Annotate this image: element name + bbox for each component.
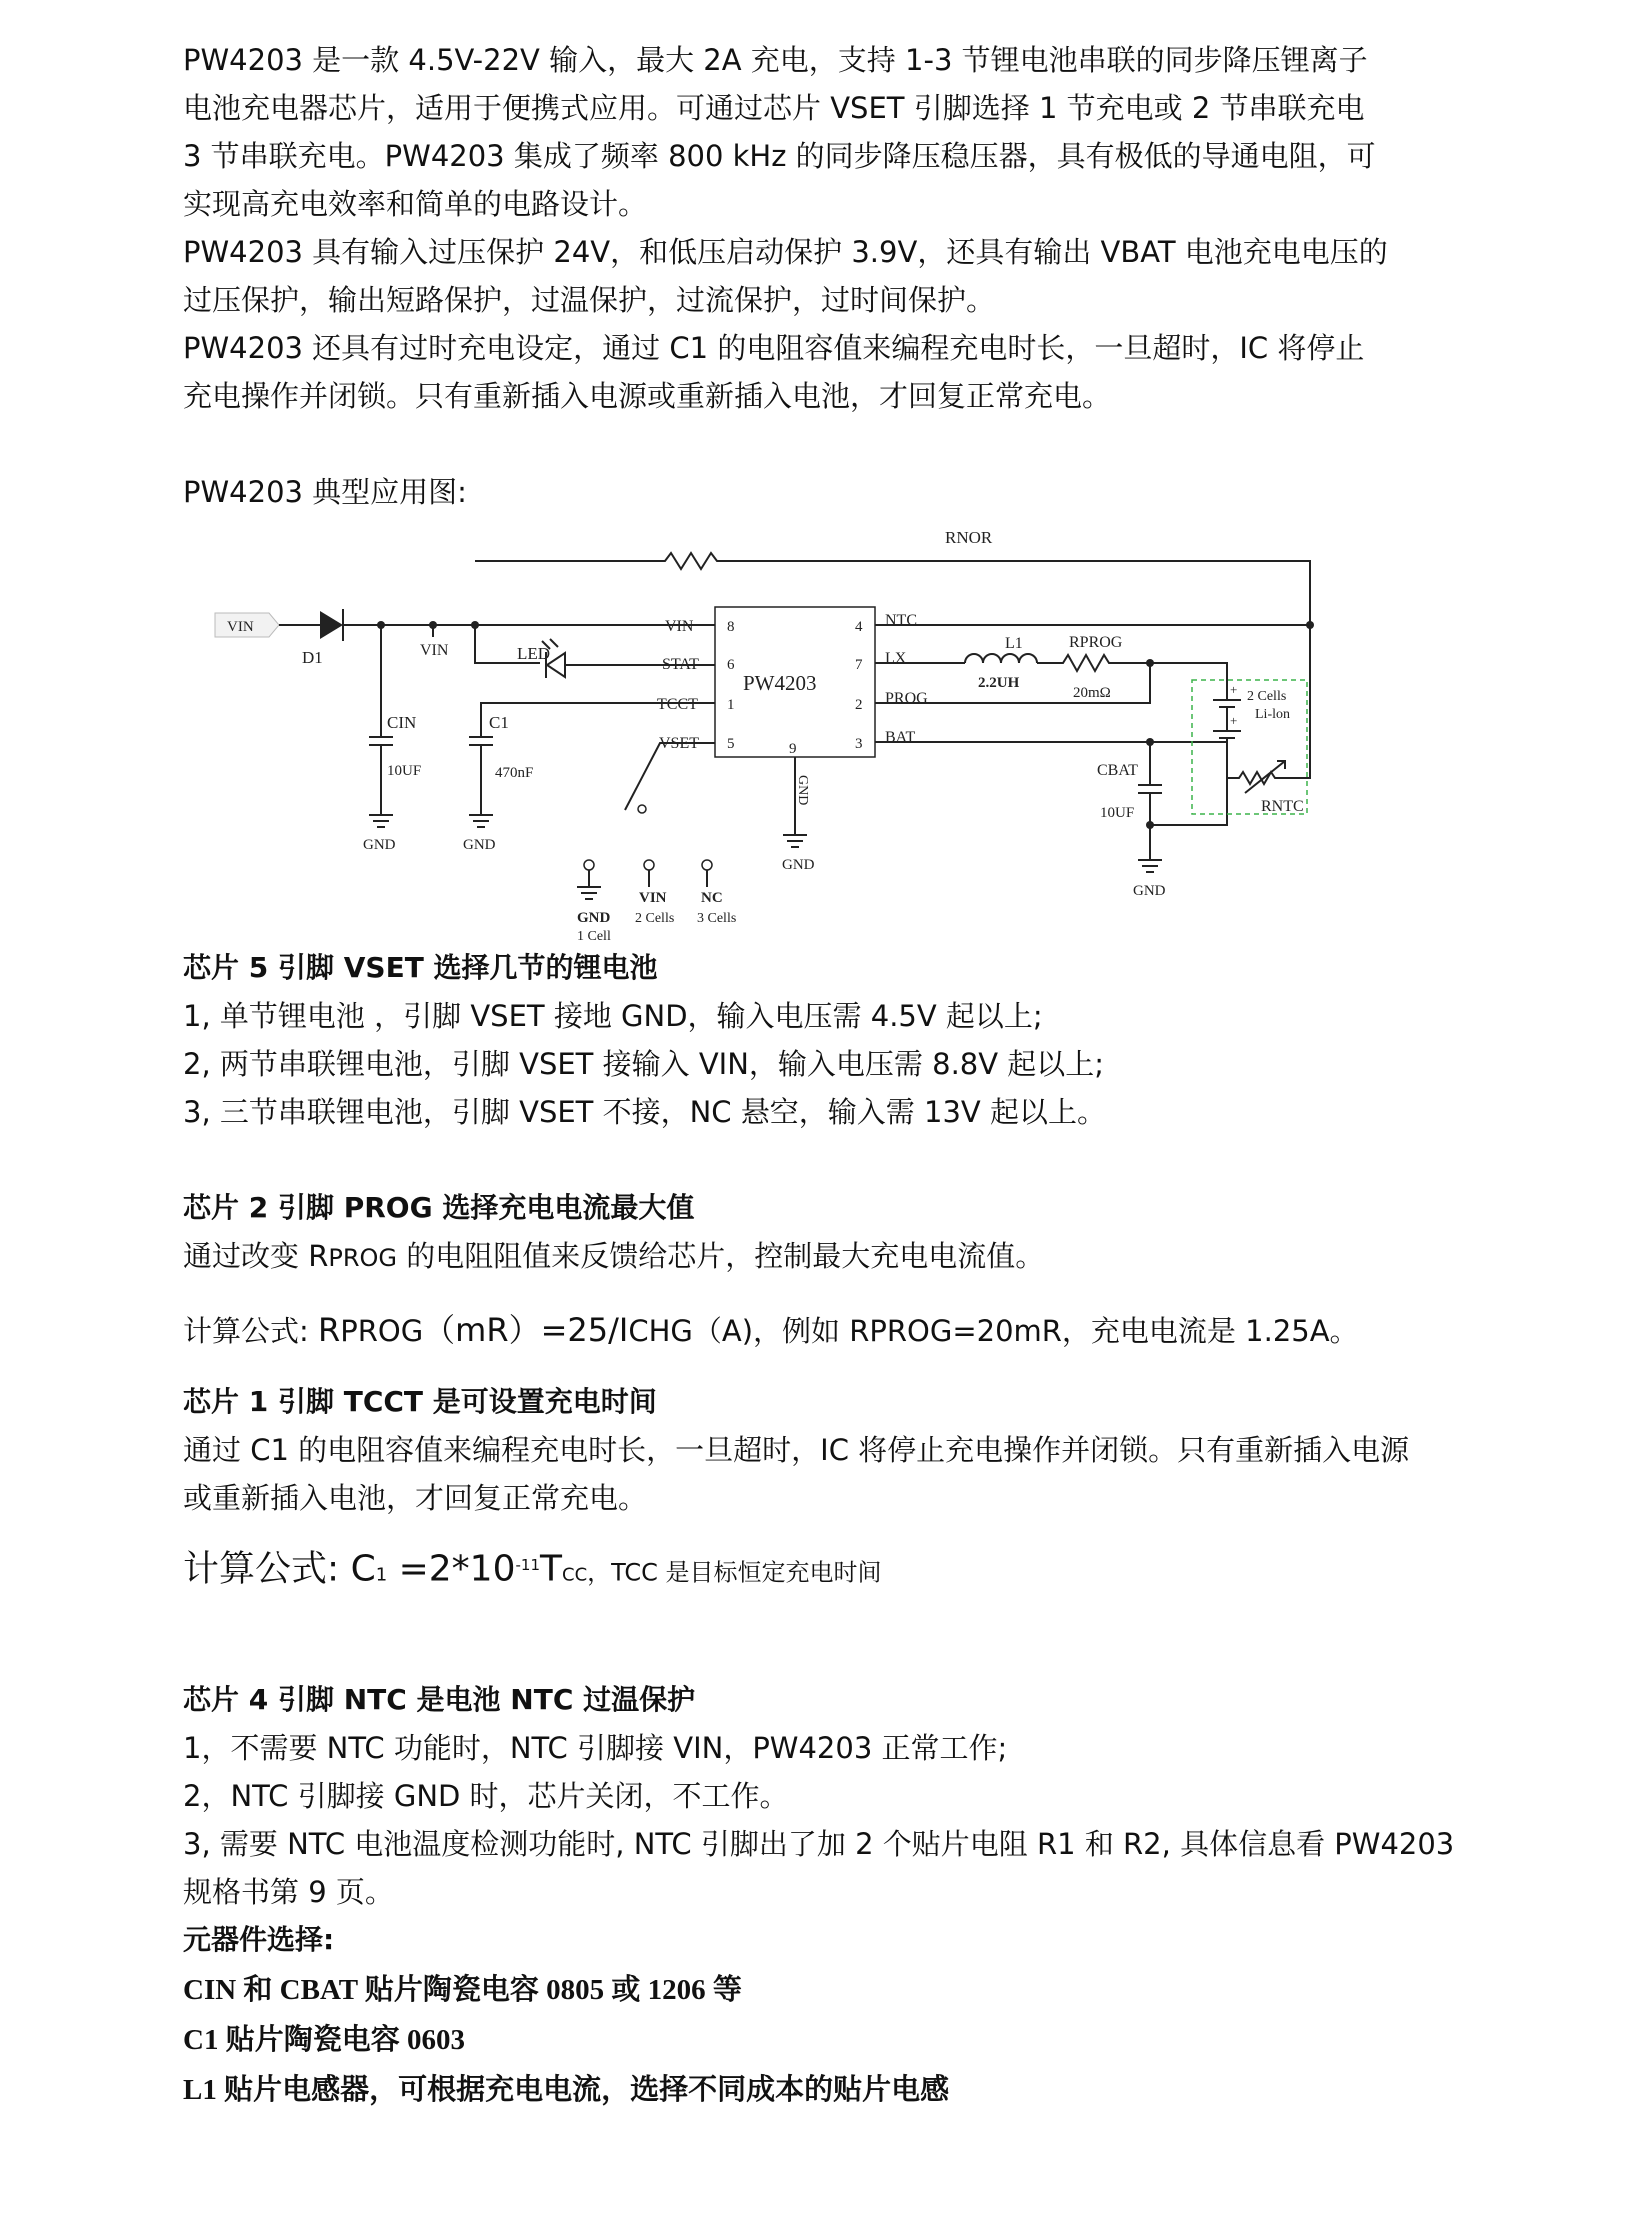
junction [1146, 821, 1154, 829]
inductor-l1 [965, 654, 1037, 663]
tcct-formula [183, 1542, 882, 1599]
led-label: LED [517, 644, 551, 663]
figure-caption: PW4203 典型应用图: [183, 475, 467, 509]
pin-number: 5 [727, 736, 735, 752]
rntc-label: RNTC [1261, 798, 1304, 815]
prog-formula [183, 1310, 1359, 1351]
formula-text: （mR）=25/I [423, 1311, 629, 1349]
formula-subscript: 1 [375, 1564, 388, 1586]
gnd-symbol [469, 815, 493, 827]
pin-bat: BAT [885, 729, 916, 746]
cin-value: 10UF [387, 763, 422, 779]
l1-label: L1 [1005, 635, 1023, 652]
pin-number: 7 [855, 657, 863, 673]
gnd-label: GND [1133, 883, 1166, 899]
gnd-label: GND [363, 837, 396, 853]
rprog-resistor [1037, 655, 1227, 693]
intro-line: PW4203 还具有过时充电设定，通过 C1 的电阻容值来编程充电时长，一旦超时，IC 将停止 [183, 331, 1365, 365]
formula-text: （A)，例如 RPROG=20mR，充电电流是 1.25A。 [692, 1314, 1359, 1348]
cbat-capacitor [1138, 742, 1162, 860]
formula-label: 计算公式: C [183, 1548, 376, 1590]
c1-label: C1 [489, 713, 509, 732]
intro-line: PW4203 是一款 4.5V-22V 输入，最大 2A 充电，支持 1-3 节锂电池串联的同步降压锂离子 [183, 43, 1368, 77]
components-title: 元器件选择: [183, 1923, 335, 1956]
cells-label: 2 Cells [1247, 689, 1287, 704]
rprog-label: RPROG [1069, 634, 1123, 651]
sel-vin-sub: 2 Cells [635, 911, 675, 926]
pin-number: 4 [855, 619, 863, 635]
text-segment: 通过改变 R [183, 1239, 329, 1273]
pin-number: 8 [727, 619, 735, 635]
list-item: 1，不需要 NTC 功能时，NTC 引脚接 VIN，PW4203 正常工作; [183, 1731, 1008, 1765]
switch-pivot [638, 805, 646, 813]
section-title-ntc: 芯片 4 引脚 NTC 是电池 NTC 过温保护 [183, 1683, 696, 1716]
sel-nc-sub: 3 Cells [697, 911, 737, 926]
subscript: PROG [328, 1244, 398, 1272]
pin-vset: VSET [659, 735, 699, 752]
intro-line: 过压保护，输出短路保护，过温保护，过流保护，过时间保护。 [183, 283, 996, 317]
switch-contact [584, 860, 594, 870]
formula-subscript: PROG [340, 1314, 424, 1348]
vset-wire [625, 743, 715, 810]
gnd-symbol [1138, 860, 1162, 872]
list-item: 规格书第 9 页。 [183, 1875, 394, 1909]
intro-line: PW4203 具有输入过压保护 24V，和低压启动保护 3.9V，还具有输出 VBAT 电池充电电压的 [183, 235, 1388, 269]
application-schematic [205, 525, 1355, 945]
diode-d1 [320, 611, 343, 639]
list-item: 1, 单节锂电池 ，引脚 VSET 接地 GND，输入电压需 4.5V 起以上; [183, 999, 1043, 1033]
formula-symbol: T [540, 1548, 562, 1590]
prog-description [183, 1236, 1044, 1278]
component-line: C1 贴片陶瓷电容 0603 [183, 2024, 465, 2056]
junction [1146, 659, 1154, 667]
sel-gnd-sub: 1 Cell [577, 929, 611, 944]
intro-line: 实现高充电效率和简单的电路设计。 [183, 187, 648, 221]
pin-prog: PROG [885, 690, 928, 707]
gnd-label: GND [463, 837, 496, 853]
l1-value: 2.2UH [978, 675, 1020, 691]
formula-text: =2*10 [387, 1548, 516, 1590]
intro-line: 3 节串联充电。PW4203 集成了频率 800 kHz 的同步降压稳压器，具有极低的导通电阻，可 [183, 139, 1376, 173]
intro-line: 电池充电器芯片，适用于便携式应用。可通过芯片 VSET 引脚选择 1 节充电或 2 节串联充电 [183, 91, 1365, 125]
section-title-vset: 芯片 5 引脚 VSET 选择几节的锂电池 [183, 951, 658, 984]
vin-input-label: VIN [227, 619, 254, 635]
text-segment: 的电阻阻值来反馈给芯片，控制最大充电电流值。 [397, 1239, 1045, 1273]
rprog-value: 20mΩ [1073, 685, 1111, 701]
battery-plus: + [1230, 682, 1238, 697]
pin-lx: LX [885, 650, 907, 667]
pin-ntc: NTC [885, 612, 917, 629]
formula-subscript: CC [562, 1564, 588, 1586]
wire [1150, 741, 1227, 825]
chip-label: PW4203 [743, 671, 817, 695]
intro-line: 充电操作并闭锁。只有重新插入电源或重新插入电池，才回复正常充电。 [183, 379, 1112, 413]
gnd-label: GND [782, 857, 815, 873]
list-item: 3, 三节串联锂电池，引脚 VSET 不接，NC 悬空，输入需 13V 起以上。 [183, 1095, 1106, 1129]
formula-label: 计算公式: [183, 1314, 318, 1348]
pin-number: 1 [727, 697, 735, 713]
vin-node-label: VIN [420, 642, 449, 659]
pin-number: 6 [727, 657, 735, 673]
pin-number: 9 [789, 741, 797, 757]
sel-gnd-label: GND [577, 910, 611, 926]
formula-symbol: R [318, 1311, 341, 1349]
component-line: CIN 和 CBAT 贴片陶瓷电容 0805 或 1206 等 [183, 1974, 742, 2006]
component-line: L1 贴片电感器，可根据充电电流，选择不同成本的贴片电感 [183, 2074, 950, 2106]
switch-contact [644, 860, 654, 870]
pin-stat: STAT [662, 656, 699, 673]
list-item: 2，NTC 引脚接 GND 时，芯片关闭，不工作。 [183, 1779, 789, 1813]
cin-label: CIN [387, 713, 417, 732]
wire [649, 870, 707, 887]
pin-tcct: TCCT [657, 696, 698, 713]
list-item: 3, 需要 NTC 电池温度检测功能时, NTC 引脚出了加 2 个贴片电阻 R1 和 R2, 具体信息看 PW4203 [183, 1827, 1455, 1861]
tcct-description: 或重新插入电池，才回复正常充电。 [183, 1481, 648, 1515]
tcct-description: 通过 C1 的电阻容值来编程充电时长，一旦超时，IC 将停止充电操作并闭锁。只有重新插入电源 [183, 1433, 1410, 1467]
pin-vin: VIN [665, 618, 694, 635]
section-title-prog: 芯片 2 引脚 PROG 选择充电电流最大值 [183, 1191, 695, 1224]
pin-number: 2 [855, 697, 863, 713]
gnd-symbol [369, 815, 393, 827]
formula-subscript: CHG [628, 1314, 693, 1348]
sel-vin-label: VIN [639, 890, 667, 906]
c1-value: 470nF [495, 765, 534, 781]
sel-nc-label: NC [701, 890, 723, 906]
chip-gnd-label: GND [795, 775, 810, 806]
section-title-tcct: 芯片 1 引脚 TCCT 是可设置充电时间 [183, 1385, 657, 1418]
switch-contact [702, 860, 712, 870]
formula-note: ，TCC 是目标恒定充电时间 [587, 1558, 882, 1587]
list-item: 2, 两节串联锂电池，引脚 VSET 接输入 VIN，输入电压需 8.8V 起以上; [183, 1047, 1105, 1081]
formula-exponent: -11 [515, 1556, 540, 1574]
cbat-value: 10UF [1100, 805, 1135, 821]
gnd-symbol [577, 870, 601, 899]
battery-plus: + [1230, 713, 1238, 728]
cbat-label: CBAT [1097, 762, 1138, 779]
d1-label: D1 [302, 648, 323, 667]
pin-number: 3 [855, 736, 863, 752]
battery-cells [1213, 693, 1241, 800]
rnor-label: RNOR [945, 528, 993, 547]
liion-label: Li-lon [1255, 707, 1290, 722]
